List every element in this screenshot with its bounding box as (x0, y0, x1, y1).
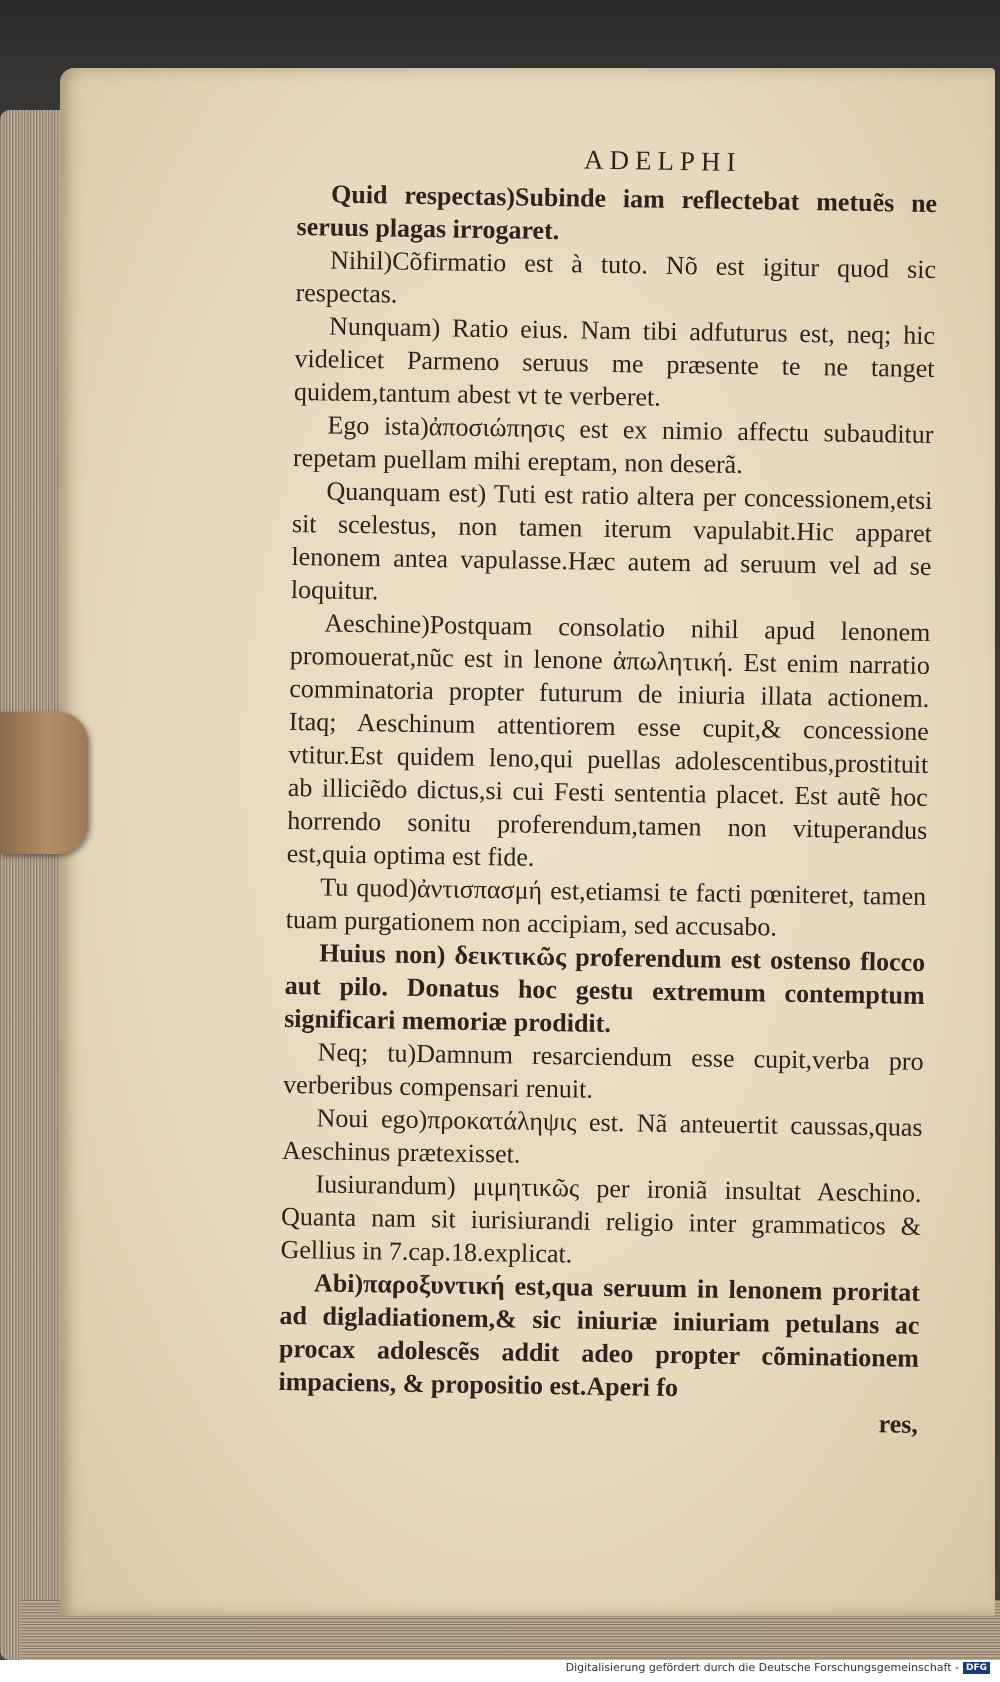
catchword: res, (878, 1409, 919, 1439)
paragraph: Tu quod)ἀντισπασμή est,etiamsi te facti pœniteret, tamen tuam purgationem non accipiam, sed accusabo. (285, 872, 927, 942)
paragraph: Huius non) δεικτικῶς proferendum est ostenso flocco aut pilo. Donatus hoc gestu extremum contemptum significari memoriæ prodidit. (283, 938, 926, 1039)
paragraph: Quid respectas)Subinde iam reflectebat metuẽs ne seruus plagas irrogaret. (296, 179, 938, 246)
digitization-credit (566, 1661, 990, 1674)
page-text (278, 140, 938, 1440)
paragraph: Noui ego)προκατάληψις est. Nã anteuertit caussas,quas Aeschinus prætexisset. (281, 1103, 923, 1169)
paragraph: Quanquam est) Tuti est ratio altera per concessionem,etsi sit scelestus, non tamen iterum vapulabit.Hic apparet lenonem antea vapulasse.Hæc autem ad seruum vel ad se loquitur. (290, 476, 933, 606)
paragraph: Iusiurandum) μιμητικῶς per ironiã insultat Aeschino. Quanta nam sit iurisiurandi religio inter grammaticos & Gellius in 7.cap.18.explicat. (280, 1169, 922, 1269)
credit-text: Digitalisierung gefördert durch die Deutsche Forschungsgemeinschaft - (565, 1661, 959, 1674)
paragraph: Nunquam) Ratio eius. Nam tibi adfuturus est, neq; hic videlicet Parmeno seruus me præsente te ne tanget quidem,tantum abest vt te verberet. (293, 311, 936, 412)
book-page-edges (0, 110, 60, 1660)
dfg-logo: DFG (963, 1662, 990, 1674)
running-head: ADELPHI (583, 144, 742, 177)
bookmark-tab (0, 712, 88, 854)
paragraph: Neq; tu)Damnum resarciendum esse cupit,verba pro verberibus compensari renuit. (282, 1037, 924, 1104)
paragraph: Abi)παροξυντική est,qua seruum in lenonem proritat ad digladiationem,& sic iniuriæ iniuriam petulans ac procax adolescẽs addit adeo propter cõminationem impaciens, & propositio est.Aperi fo (278, 1268, 921, 1403)
paragraph: Aeschine)Postquam consolatio nihil apud lenonem promouerat,nũc est in lenone ἀπωλητική. Est enim narratio comminatoria propter futurum de iniuria illata actionem. Itaq; Aeschinum attentiorem esse cupit,& concessione vtitur.Est quidem leno,qui puellas adolescentibus,prostituit ab illiciẽdo dictus,si cui Festi sententia placet. Est autẽ hoc horrendo sonitu proferendum,tamen non vituperandus est,quia optima est fide. (286, 608, 931, 872)
paragraph: Nihil)Cõfirmatio est à tuto. Nõ est igitur quod sic respectas. (295, 245, 937, 309)
paragraph: Ego ista)ἀποσιώπησις est ex nimio affectu subauditur repetam puellam mihi ereptam, non deserã. (292, 410, 934, 480)
